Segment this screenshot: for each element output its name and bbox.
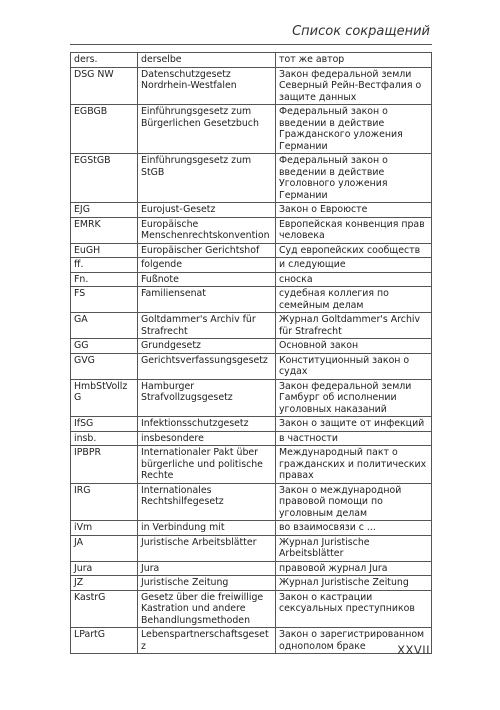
abbreviation-cell: EGBGB bbox=[71, 105, 138, 154]
german-term-cell: Internationales Rechtshilfegesetz bbox=[138, 483, 276, 521]
table-row bbox=[71, 590, 432, 628]
russian-term-cell: Журнал Juristische Zeitung bbox=[276, 576, 432, 591]
german-term-cell: Einführungsgesetz zum StGB bbox=[138, 154, 276, 203]
german-term-cell: Lebenspartnerschaftsgesetz bbox=[138, 628, 276, 654]
german-term-cell: Familiensenat bbox=[138, 287, 276, 313]
abbreviation-cell: KastrG bbox=[71, 590, 138, 628]
abbreviation-cell: LPartG bbox=[71, 628, 138, 654]
table-row bbox=[71, 258, 432, 273]
abbreviation-cell: GG bbox=[71, 339, 138, 354]
table-row bbox=[71, 561, 432, 576]
german-term-cell: Datenschutzgesetz Nordrhein-Westfalen bbox=[138, 67, 276, 105]
german-term-cell: Fußnote bbox=[138, 272, 276, 287]
table-row bbox=[71, 53, 432, 68]
abbreviation-cell: ff. bbox=[71, 258, 138, 273]
abbreviation-cell: IRG bbox=[71, 483, 138, 521]
russian-term-cell: Федеральный закон о введении в действие Уголовного уложения Германии bbox=[276, 154, 432, 203]
abbreviation-cell: JA bbox=[71, 535, 138, 561]
russian-term-cell: правовой журнал Jura bbox=[276, 561, 432, 576]
german-term-cell: Goltdammer's Archiv für Strafrecht bbox=[138, 313, 276, 339]
russian-term-cell: Закон о Евроюсте bbox=[276, 203, 432, 218]
abbreviation-cell: IPBPR bbox=[71, 446, 138, 484]
abbreviation-cell: JZ bbox=[71, 576, 138, 591]
russian-term-cell: во взаимосвязи с ... bbox=[276, 521, 432, 536]
abbreviation-cell: EGStGB bbox=[71, 154, 138, 203]
table-row bbox=[71, 535, 432, 561]
german-term-cell: Juristische Zeitung bbox=[138, 576, 276, 591]
russian-term-cell: тот же автор bbox=[276, 53, 432, 68]
german-term-cell: Gesetz über die freiwillige Kastration und andere Behandlungsmethoden bbox=[138, 590, 276, 628]
russian-term-cell: судебная коллегия по семейным делам bbox=[276, 287, 432, 313]
abbreviation-cell: EMRK bbox=[71, 217, 138, 243]
russian-term-cell: Закон о международной правовой помощи по уголовным делам bbox=[276, 483, 432, 521]
german-term-cell: insbesondere bbox=[138, 431, 276, 446]
table-row bbox=[71, 379, 432, 417]
abbreviations-table-body bbox=[71, 53, 432, 654]
table-row bbox=[71, 217, 432, 243]
russian-term-cell: Журнал Juristische Arbeitsblätter bbox=[276, 535, 432, 561]
table-row bbox=[71, 243, 432, 258]
german-term-cell: Gerichtsverfassungsgesetz bbox=[138, 353, 276, 379]
german-term-cell: Eurojust-Gesetz bbox=[138, 203, 276, 218]
russian-term-cell: и следующие bbox=[276, 258, 432, 273]
table-row bbox=[71, 431, 432, 446]
german-term-cell: folgende bbox=[138, 258, 276, 273]
german-term-cell: Europäischer Gerichtshof bbox=[138, 243, 276, 258]
table-row bbox=[71, 203, 432, 218]
russian-term-cell: Европейская конвенция прав человека bbox=[276, 217, 432, 243]
table-row bbox=[71, 576, 432, 591]
running-header: Список сокращений bbox=[292, 24, 430, 39]
german-term-cell: Grundgesetz bbox=[138, 339, 276, 354]
german-term-cell: Juristische Arbeitsblätter bbox=[138, 535, 276, 561]
german-term-cell: derselbe bbox=[138, 53, 276, 68]
russian-term-cell: Закон о защите от инфекций bbox=[276, 417, 432, 432]
abbreviation-cell: GVG bbox=[71, 353, 138, 379]
german-term-cell: Einführungsgesetz zum Bürgerlichen Gesetzbuch bbox=[138, 105, 276, 154]
german-term-cell: Infektionsschutzgesetz bbox=[138, 417, 276, 432]
table-row bbox=[71, 339, 432, 354]
russian-term-cell: Основной закон bbox=[276, 339, 432, 354]
abbreviations-table bbox=[70, 52, 432, 654]
abbreviation-cell: HmbStVollzG bbox=[71, 379, 138, 417]
table-row bbox=[71, 353, 432, 379]
abbreviation-cell: EuGH bbox=[71, 243, 138, 258]
abbreviation-cell: iVm bbox=[71, 521, 138, 536]
russian-term-cell: Закон федеральной земли Гамбург об исполнении уголовных наказаний bbox=[276, 379, 432, 417]
german-term-cell: Jura bbox=[138, 561, 276, 576]
header-rule bbox=[70, 44, 432, 45]
abbreviation-cell: DSG NW bbox=[71, 67, 138, 105]
russian-term-cell: Международный пакт о гражданских и политических правах bbox=[276, 446, 432, 484]
table-row bbox=[71, 628, 432, 654]
german-term-cell: Hamburger Strafvollzugsgesetz bbox=[138, 379, 276, 417]
abbreviation-cell: IfSG bbox=[71, 417, 138, 432]
abbreviation-cell: Jura bbox=[71, 561, 138, 576]
table-row bbox=[71, 105, 432, 154]
russian-term-cell: Федеральный закон о введении в действие Гражданского уложения Германии bbox=[276, 105, 432, 154]
abbreviation-cell: GA bbox=[71, 313, 138, 339]
german-term-cell: in Verbindung mit bbox=[138, 521, 276, 536]
russian-term-cell: Закон о зарегистрированном однополом браке bbox=[276, 628, 432, 654]
abbreviation-cell: EJG bbox=[71, 203, 138, 218]
table-row bbox=[71, 272, 432, 287]
russian-term-cell: в частности bbox=[276, 431, 432, 446]
russian-term-cell: Закон федеральной земли Северный Рейн-Вестфалия о защите данных bbox=[276, 67, 432, 105]
german-term-cell: Europäische Menschenrechtskonvention bbox=[138, 217, 276, 243]
table-row bbox=[71, 483, 432, 521]
abbreviation-cell: insb. bbox=[71, 431, 138, 446]
table-row bbox=[71, 154, 432, 203]
page-number: XXVII bbox=[397, 643, 430, 657]
table-row bbox=[71, 313, 432, 339]
russian-term-cell: Журнал Goltdammer's Archiv für Strafrecht bbox=[276, 313, 432, 339]
abbreviation-cell: ders. bbox=[71, 53, 138, 68]
abbreviation-cell: FS bbox=[71, 287, 138, 313]
table-row bbox=[71, 521, 432, 536]
russian-term-cell: Суд европейских сообществ bbox=[276, 243, 432, 258]
russian-term-cell: Конституционный закон о судах bbox=[276, 353, 432, 379]
table-row bbox=[71, 446, 432, 484]
german-term-cell: Internationaler Pakt über bürgerliche und politische Rechte bbox=[138, 446, 276, 484]
table-row bbox=[71, 287, 432, 313]
table-row bbox=[71, 417, 432, 432]
russian-term-cell: сноска bbox=[276, 272, 432, 287]
table-row bbox=[71, 67, 432, 105]
abbreviation-cell: Fn. bbox=[71, 272, 138, 287]
russian-term-cell: Закон о кастрации сексуальных преступников bbox=[276, 590, 432, 628]
